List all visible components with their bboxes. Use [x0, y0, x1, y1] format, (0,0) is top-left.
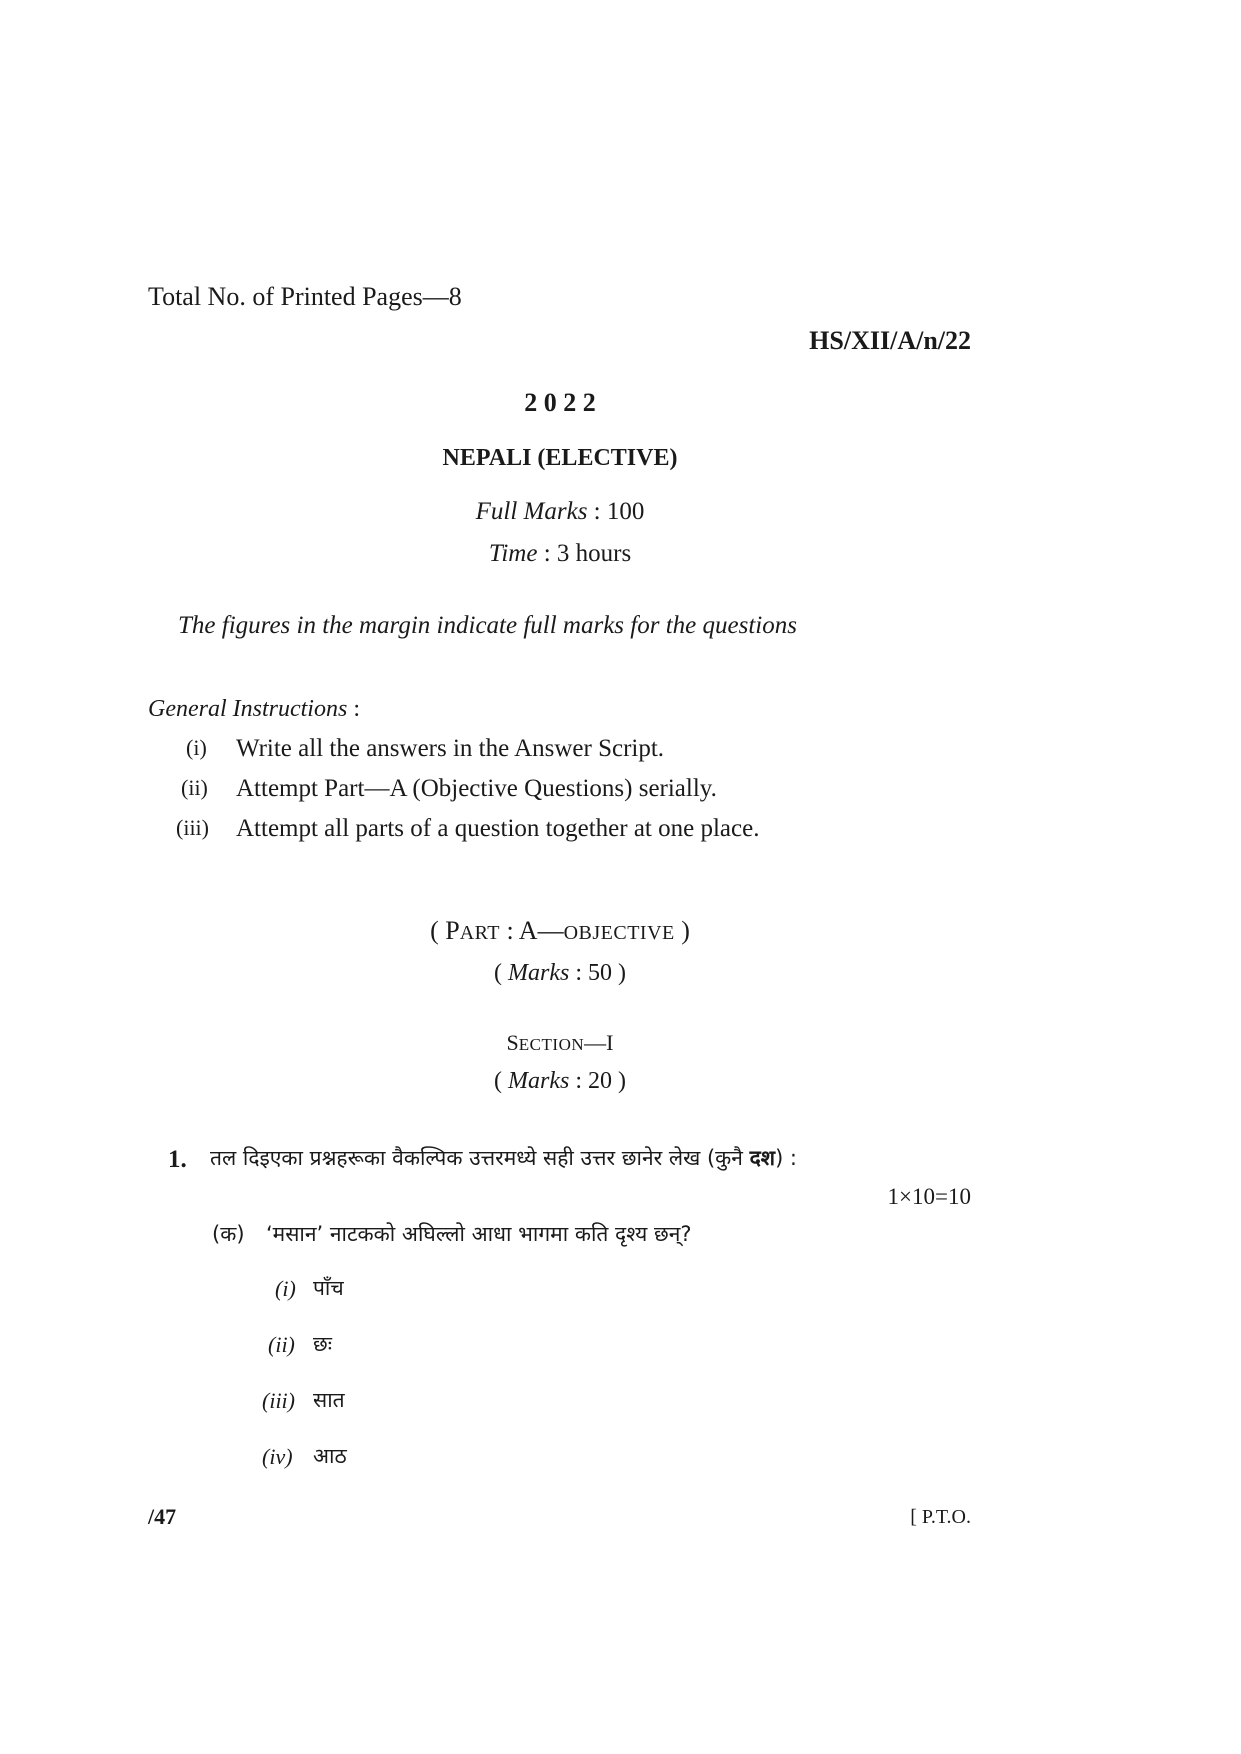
section-cap: S: [506, 1030, 519, 1055]
instruction-text: Attempt Part—A (Objective Questions) serially.: [236, 775, 717, 802]
part-close-paren: ): [674, 916, 690, 945]
option-number: (iv): [262, 1444, 293, 1469]
margin-note: The figures in the margin indicate full marks for the questions: [178, 612, 797, 639]
footer-pto: [ P.T.O.: [910, 1506, 971, 1528]
instruction-number: (iii): [176, 815, 209, 840]
instruction-number: (i): [186, 735, 207, 760]
sub-question-label: (क): [212, 1222, 245, 1246]
footer-page-code: /47: [148, 1504, 177, 1529]
part-marks-value: : 50 ): [575, 960, 626, 986]
part-open-paren: (: [430, 916, 446, 945]
part-rest: ART: [459, 922, 501, 944]
part-marks: [0, 960, 1120, 987]
instruction-number: (ii): [181, 775, 208, 800]
section-marks-label: Marks: [508, 1068, 570, 1094]
time-label: Time: [488, 540, 538, 567]
option-number: (iii): [262, 1388, 295, 1413]
time-line: [0, 540, 1120, 568]
question-marks: 1×10=10: [887, 1184, 971, 1209]
option-text: छः: [313, 1332, 332, 1356]
time-value: : 3 hours: [543, 540, 632, 567]
instructions-heading: [148, 696, 360, 723]
option-number: (ii): [268, 1332, 295, 1357]
question-text-bold: दश: [749, 1146, 776, 1170]
instructions-heading-label: General Instructions: [148, 696, 348, 722]
full-marks-line: [0, 498, 1120, 526]
instruction-text: Attempt all parts of a question together at one place.: [236, 815, 760, 842]
instructions-heading-colon: :: [353, 696, 360, 722]
option-text: पाँच: [313, 1276, 344, 1300]
question-number: 1.: [168, 1146, 187, 1173]
section-suffix: —I: [584, 1030, 614, 1055]
part-heading: [0, 916, 1120, 946]
part-objective: OBJECTIVE: [563, 922, 675, 944]
section-marks: [0, 1068, 1120, 1095]
exam-year: 2 0 2 2: [524, 388, 596, 417]
question-text-end: ) :: [775, 1146, 798, 1170]
subject-title: NEPALI (ELECTIVE): [442, 445, 678, 471]
part-marks-label: Marks: [508, 960, 570, 986]
instruction-text: Write all the answers in the Answer Script.: [236, 735, 665, 762]
part-marks-open: (: [494, 960, 508, 986]
printed-pages-line: Total No. of Printed Pages—8: [148, 282, 462, 311]
option-text: आठ: [313, 1444, 347, 1468]
sub-question-text: ‘मसान’ नाटकको अघिल्लो आधा भागमा कति दृश्य छन्?: [266, 1222, 692, 1246]
section-marks-open: (: [494, 1068, 508, 1094]
option-number: (i): [275, 1276, 296, 1301]
full-marks-value: : 100: [593, 498, 645, 525]
part-mid: : A—: [500, 916, 564, 945]
section-rest: ECTION: [518, 1035, 585, 1054]
question-text: [210, 1144, 797, 1172]
paper-code: HS/XII/A/n/22: [809, 326, 971, 355]
part-cap: P: [445, 916, 460, 945]
full-marks-label: Full Marks: [475, 498, 588, 525]
question-text-main: तल दिइएका प्रश्नहरूका वैकल्पिक उत्तरमध्ये सही उत्तर छानेर लेख (कुनै: [210, 1146, 750, 1170]
section-heading: [0, 1030, 1120, 1056]
option-text: सात: [313, 1388, 345, 1412]
section-marks-value: : 20 ): [575, 1068, 626, 1094]
